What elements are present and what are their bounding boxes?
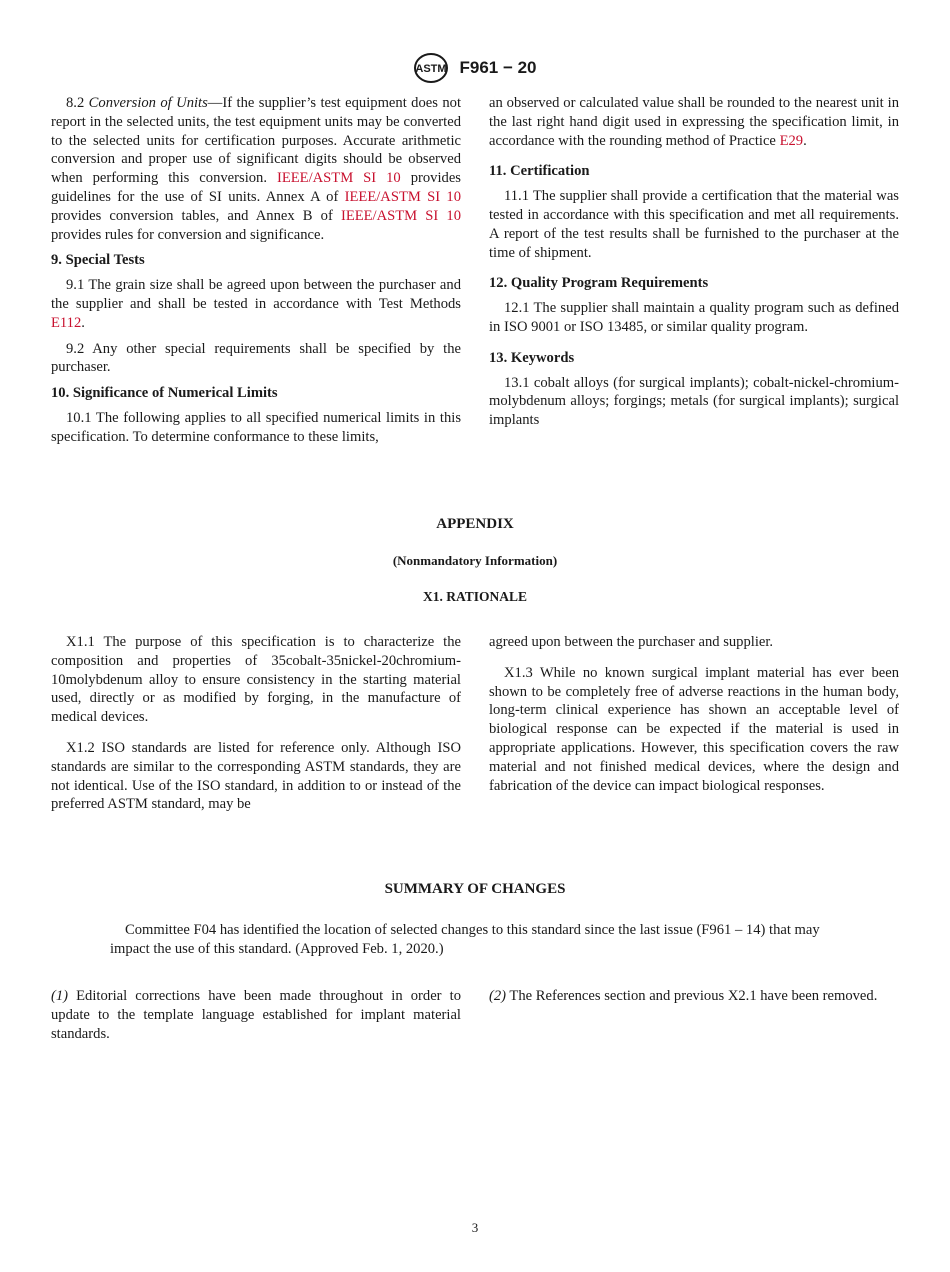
appendix-title: APPENDIX (436, 516, 514, 532)
summary-title: SUMMARY OF CHANGES (384, 881, 566, 897)
heading-numerical-limits: 10. Significance of Numerical Limits (51, 385, 278, 402)
astm-logo-icon (413, 52, 449, 84)
right-column-appendix (489, 633, 899, 802)
link-e29[interactable]: E29 (779, 132, 804, 149)
change-item-2: (2) The References section and previous X2.1 have been removed. (489, 988, 878, 1004)
summary-left (51, 987, 461, 1050)
left-column-appendix (51, 633, 461, 821)
summary-right (489, 987, 899, 1013)
heading-keywords: 13. Keywords (489, 349, 575, 366)
heading-special-tests: 9. Special Tests (51, 252, 145, 269)
link-si10[interactable]: IEEE/ASTM SI 10 (276, 170, 401, 187)
para-8-2: 8.2 Conversion of Units—If the supplier’s test equipment does not report in the selected units, the test equipment units may be converted to the selected units for certification purposes. Accurate arithmetic conversion and proper use of significant digits should be observed when performing this conversion. IEEE/ASTM SI 10 provides guidelines for the use of SI units. Annex A of IEEE/ASTM SI 10 provides conversion tables, and Annex B of IEEE/ASTM SI 10 provides rules for conversion and significance. (51, 95, 461, 243)
para-10-1: 10.1 The following applies to all specified numerical limits in this specification. To determine conformance to these limits, (51, 409, 461, 445)
left-column-upper (51, 94, 461, 454)
svg-text:ASTM: ASTM (415, 63, 448, 75)
para-9-2: 9.2 Any other special requirements shall be specified by the purchaser. (51, 340, 461, 376)
para-9-1: 9.1 The grain size shall be agreed upon between the purchaser and the supplier and shall be tested in accordance with Test Methods E112. (51, 277, 461, 331)
para-x1-3: X1.3 While no known surgical implant material has ever been shown to be completely free of adverse reactions in the human body, long-term clinical experience has shown an acceptable level of biological response can be expected if the material is used in appropriate applications. However, this specification covers the raw material and not finished medical devices, where the design and fabrication of the device can impact biological responses. (489, 664, 899, 794)
para-13-1: 13.1 cobalt alloys (for surgical implants); cobalt-nickel-chromium-molybdenum alloys; forgings; metals (for surgical implants); surgical implants (489, 374, 899, 429)
para-12-1: 12.1 The supplier shall maintain a quality program such as defined in ISO 9001 or ISO 13485, or similar quality program. (489, 300, 899, 335)
para-10-1-cont: an observed or calculated value shall be rounded to the nearest unit in the last right hand digit used in expressing the specification limit, in accordance with the rounding method of Practice E29. (489, 95, 899, 149)
page-header (0, 52, 950, 84)
para-11-1: 11.1 The supplier shall provide a certification that the material was tested in accordance with this specification and met all requirements. A report of the test results shall be furnished to the purchaser at the time of shipment. (489, 188, 899, 261)
summary-intro: Committee F04 has identified the location of selected changes to this standard since the last issue (F961 – 14) that may impact the use of this standard. (Approved Feb. 1, 2020.) (110, 922, 820, 957)
heading-certification: 11. Certification (489, 163, 590, 180)
link-si10[interactable]: IEEE/ASTM SI 10 (340, 207, 461, 224)
right-column-upper (489, 94, 899, 437)
designation: F961 − 20 (459, 58, 537, 77)
heading-quality-program: 12. Quality Program Requirements (489, 275, 709, 292)
appendix-section-title: X1. RATIONALE (422, 589, 527, 604)
link-e112[interactable]: E112 (51, 314, 82, 331)
conversion-title: Conversion of Units (88, 95, 208, 111)
page-number: 3 (471, 1220, 479, 1235)
para-x1-2-cont: agreed upon between the purchaser and supplier. (489, 634, 774, 650)
para-x1-1: X1.1 The purpose of this specification is to characterize the composition and properties of 35cobalt-35nickel-20chromium-10molybdenum alloy to ensure consistency in the starting material used, directly or as modified by forging, in the manufacture of medical devices. (51, 634, 461, 726)
appendix-subtitle: (Nonmandatory Information) (392, 553, 558, 568)
para-x1-2: X1.2 ISO standards are listed for reference only. Although ISO standards are similar to the corresponding ASTM standards, they are not identical. Use of the ISO standard, in addition to or instead of the preferred ASTM standard, may be (51, 739, 461, 813)
change-item-1: (1) Editorial corrections have been made throughout in order to update to the template language established for implant material standards. (51, 988, 461, 1042)
link-si10[interactable]: IEEE/ASTM SI 10 (344, 188, 461, 205)
